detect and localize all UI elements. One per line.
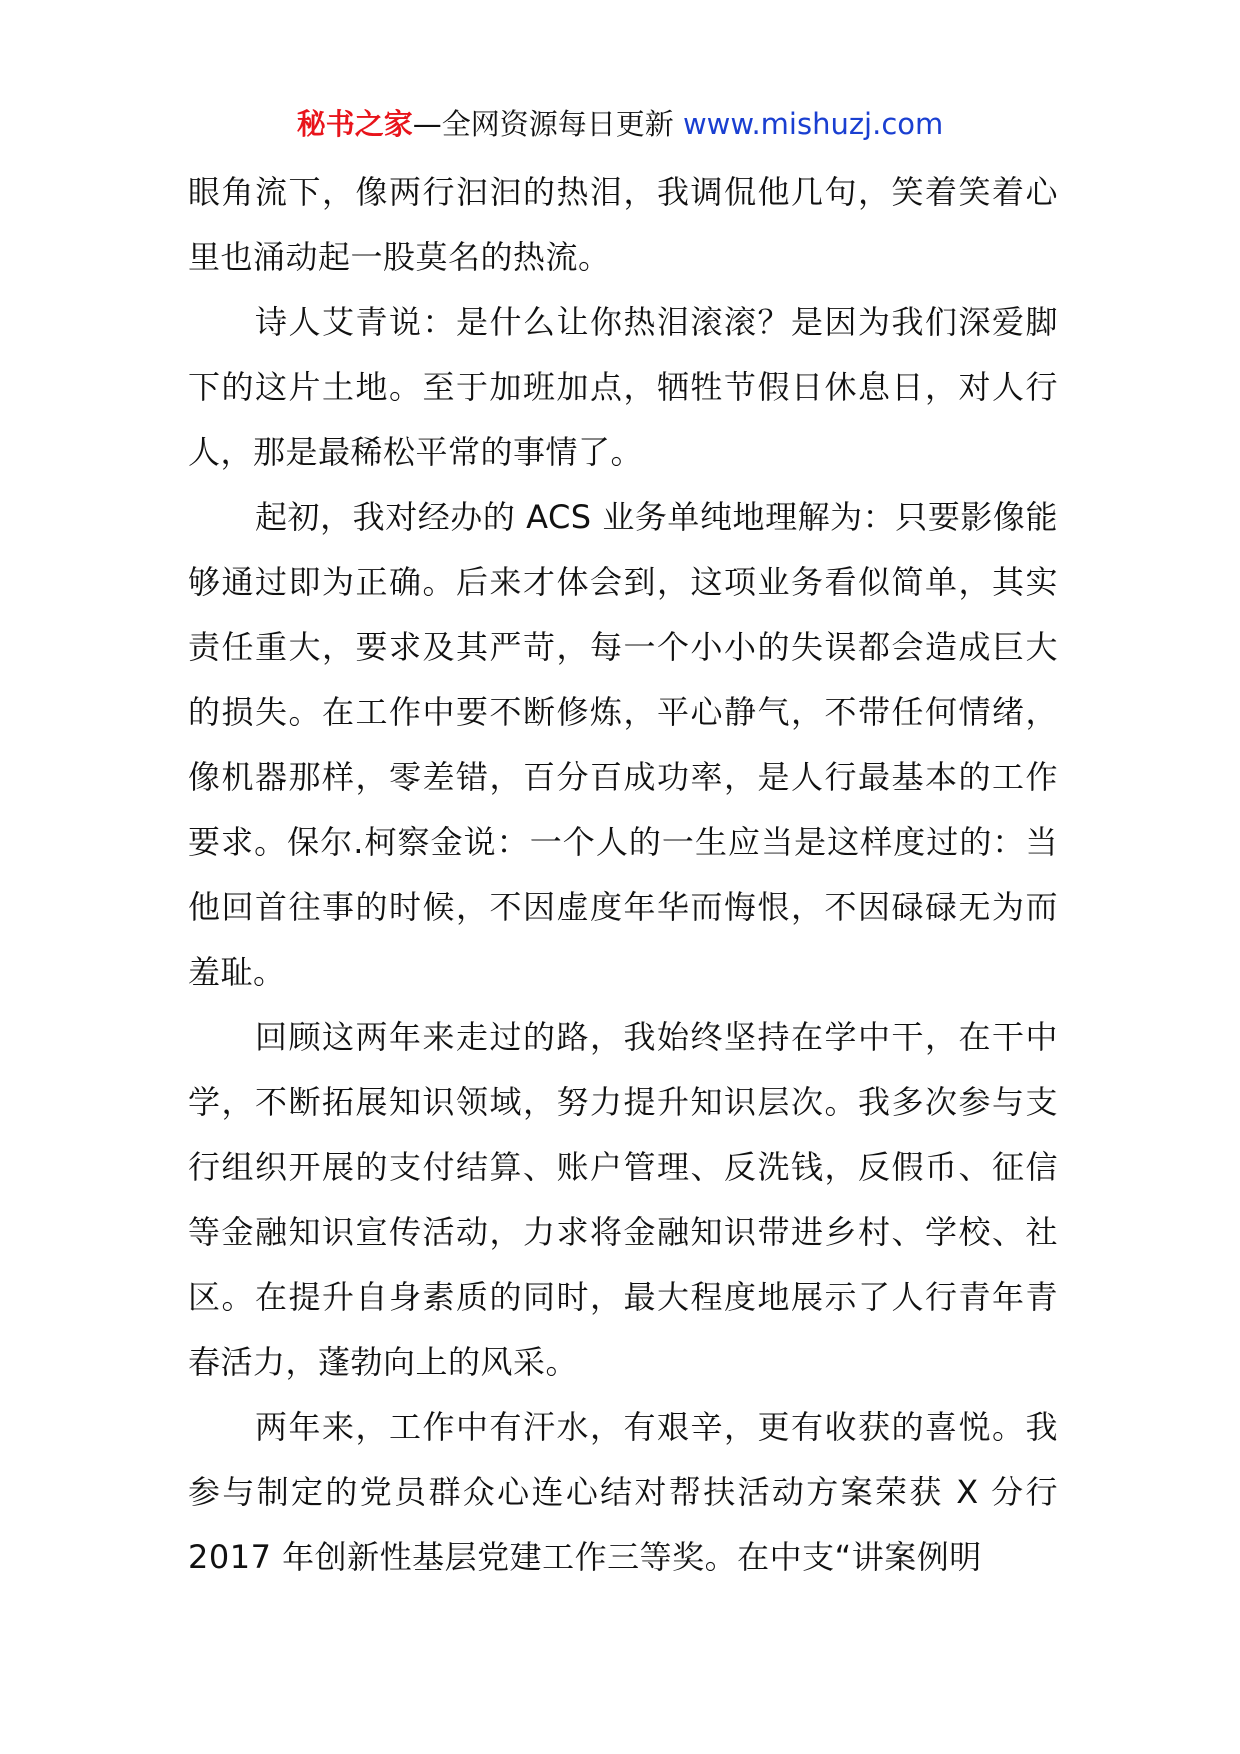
header-url-link[interactable]: www.mishuzj.com — [682, 107, 944, 141]
header-tagline: —全网资源每日更新 — [412, 107, 674, 141]
paragraph-4: 回顾这两年来走过的路，我始终坚持在学中干，在干中学，不断拓展知识领域，努力提升知识层次。我多次参与支行组织开展的支付结算、账户管理、反洗钱，反假币、征信等金融知识宣传活动，力求将金融知识带进乡村、学校、社区。在提升自身素质的同时，最大程度地展示了人行青年青春活力，蓬勃向上的风采。 — [188, 1018, 1058, 1381]
paragraph-2: 诗人艾青说：是什么让你热泪滚滚？是因为我们深爱脚下的这片土地。至于加班加点，牺牲节假日休息日，对人行人，那是最稀松平常的事情了。 — [188, 303, 1058, 471]
paragraph-1: 眼角流下，像两行汩汩的热泪，我调侃他几句，笑着笑着心里也涌动起一股莫名的热流。 — [188, 173, 1058, 276]
paragraph-3: 起初，我对经办的 ACS 业务单纯地理解为：只要影像能够通过即为正确。后来才体会到，这项业务看似简单，其实责任重大，要求及其严苛，每一个小小的失误都会造成巨大的损失。在工作中要不断修炼，平心静气，不带任何情绪，像机器那样，零差错，百分百成功率，是人行最基本的工作要求。保尔.柯察金说：一个人的一生应当是这样度过的：当他回首往事的时候，不因虚度年华而悔恨，不因碌碌无为而羞耻。 — [188, 498, 1058, 991]
page-header — [0, 104, 1240, 144]
paragraph-5: 两年来，工作中有汗水，有艰辛，更有收获的喜悦。我参与制定的党员群众心连心结对帮扶活动方案荣获 X 分行 2017 年创新性基层党建工作三等奖。在中支“讲案例明 — [188, 1408, 1058, 1576]
document-body — [188, 160, 1058, 1590]
header-brand: 秘书之家 — [296, 107, 413, 141]
